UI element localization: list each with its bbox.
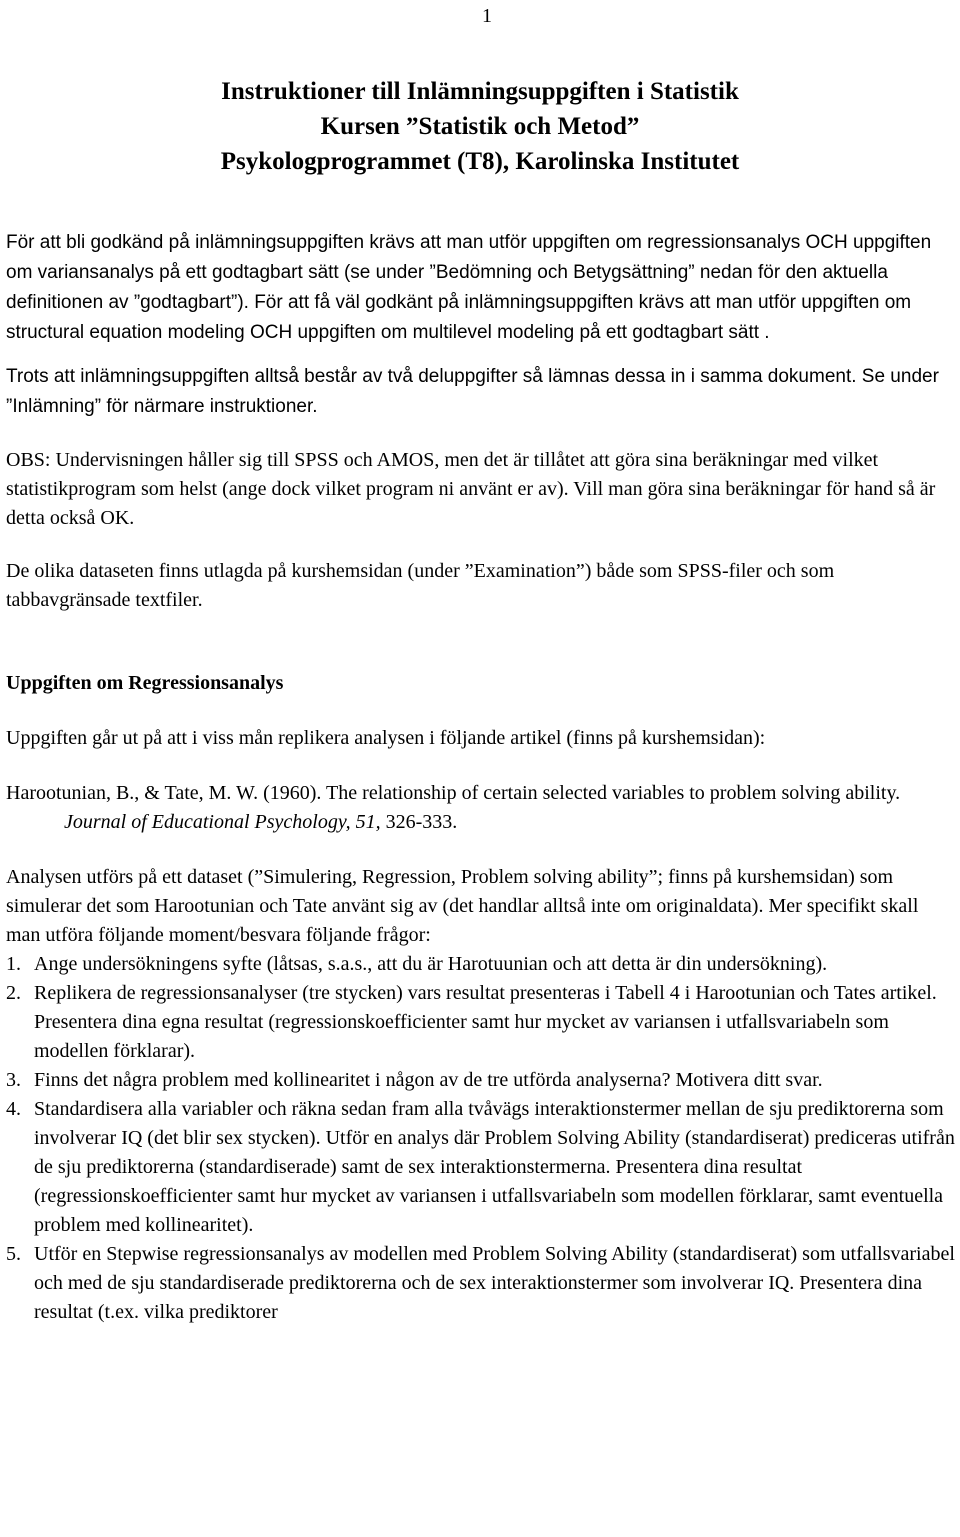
task-text: Standardisera alla variabler och räkna sedan fram alla tvåvägs interaktionstermer mellan de sju prediktorerna som involverar IQ (det blir sex stycken). Utför en analys där Problem Solving Ability (standardiserat) prediceras utifrån de sju prediktorerna (standardiserade) samt de sex interaktionstermerna. Presentera dina resultat (regressionskoefficienter samt hur mycket av variansen i utfallsvariabeln som modellen förklarar, samt eventuella problem med kollinearitet). bbox=[34, 1098, 955, 1236]
task-number: 3. bbox=[6, 1069, 21, 1091]
analysis-intro: Analysen utförs på ett dataset (”Simulering, Regression, Problem solving ability”; finns på kurshemsidan) som simulerar det som Harootunian och Tate använt sig av (det handlar alltså inte om originaldata). Mer specifikt skall man utföra följande moment/besvara följande frågor: bbox=[6, 866, 919, 946]
list-item bbox=[6, 950, 956, 979]
reference-authors-title: Harootunian, B., & Tate, M. W. (1960). The relationship of certain selected variables to problem solving ability. bbox=[6, 782, 901, 804]
list-item bbox=[6, 1240, 956, 1327]
task-number: 4. bbox=[6, 1098, 21, 1120]
reference-journal: Journal of Educational Psychology, 51, bbox=[64, 811, 381, 833]
datasets-paragraph: De olika dataseten finns utlagda på kurshemsidan (under ”Examination”) både som SPSS-filer och som tabbavgränsade textfiler. bbox=[6, 560, 835, 611]
list-item bbox=[6, 1066, 956, 1095]
task-list bbox=[6, 950, 956, 1327]
task-text: Ange undersökningens syfte (låtsas, s.a.s., att du är Harotuunian och att detta är din undersökning). bbox=[34, 953, 828, 975]
intro-paragraph-2: Trots att inlämningsuppgiften alltså består av två deluppgifter så lämnas dessa in i samma dokument. Se under ”Inlämning” för närmare instruktioner. bbox=[6, 366, 939, 417]
article-reference bbox=[6, 779, 956, 837]
regression-intro: Uppgiften går ut på att i viss mån replikera analysen i följande artikel (finns på kurshemsidan): bbox=[6, 727, 766, 749]
list-item bbox=[6, 979, 956, 1066]
document-title bbox=[0, 74, 960, 179]
reference-pages: 326-333. bbox=[385, 811, 458, 833]
list-item bbox=[6, 1095, 956, 1240]
task-number: 2. bbox=[6, 982, 21, 1004]
intro-paragraph-1: För att bli godkänd på inlämningsuppgiften krävs att man utför uppgiften om regressionsanalys OCH uppgiften om variansanalys på ett godtagbart sätt (se under ”Bedömning och Betygsättning” nedan för den aktuella definitionen av ”godtagbart”). För att få väl godkänt på inlämningsuppgiften krävs att man utför uppgiften om structural equation modeling OCH uppgiften om multilevel modeling på ett godtagbart sätt . bbox=[6, 232, 932, 343]
task-text: Finns det några problem med kollinearitet i någon av de tre utförda analyserna? Motivera ditt svar. bbox=[34, 1069, 823, 1091]
task-number: 5. bbox=[6, 1243, 21, 1265]
section-heading-regression: Uppgiften om Regressionsanalys bbox=[6, 672, 284, 694]
title-line-2: Kursen ”Statistik och Metod” bbox=[320, 113, 640, 140]
title-line-3: Psykologprogrammet (T8), Karolinska Institutet bbox=[220, 148, 740, 175]
obs-paragraph: OBS: Undervisningen håller sig till SPSS och AMOS, men det är tillåtet att göra sina beräkningar med vilket statistikprogram som helst (ange dock vilket program ni använt er av). Vill man göra sina beräkningar för hand så är detta också OK. bbox=[6, 449, 936, 529]
task-text: Utför en Stepwise regressionsanalys av modellen med Problem Solving Ability (standardiserat) som utfallsvariabel och med de sju standardiserade prediktorerna och de sex interaktionstermer som involverar IQ. Presentera dina resultat (t.ex. vilka prediktorer bbox=[34, 1243, 955, 1323]
document-body bbox=[6, 228, 956, 1327]
title-line-1: Instruktioner till Inlämningsuppgiften i Statistik bbox=[221, 78, 739, 105]
page-number: 1 bbox=[482, 5, 492, 27]
task-text: Replikera de regressionsanalyser (tre stycken) vars resultat presenteras i Tabell 4 i Harootunian och Tates artikel. Presentera dina egna resultat (regressionskoefficienter samt hur mycket av variansen i utfallsvariabeln som modellen förklarar). bbox=[34, 982, 937, 1062]
task-number: 1. bbox=[6, 953, 21, 975]
